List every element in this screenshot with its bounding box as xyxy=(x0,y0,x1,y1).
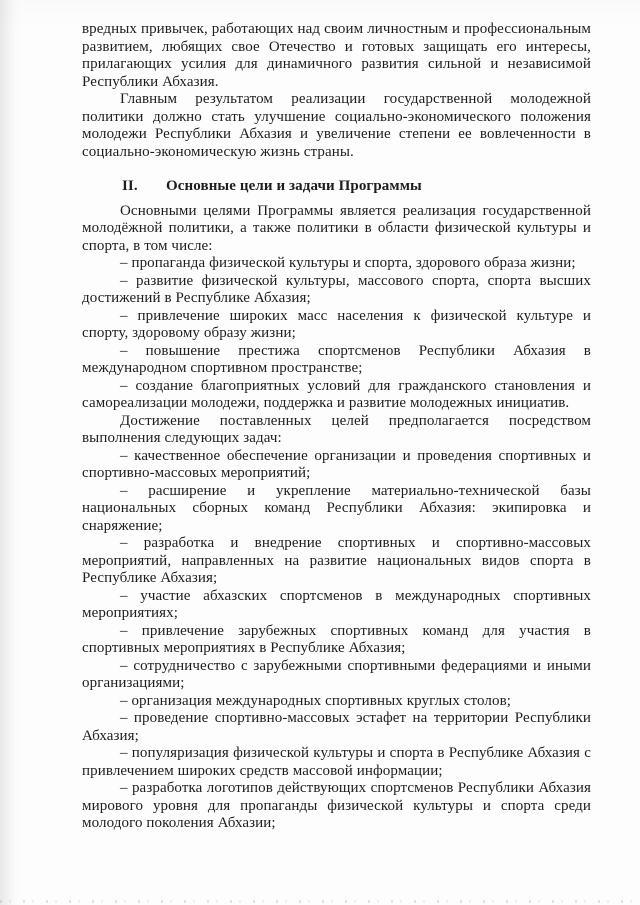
list-item: – привлечение зарубежных спортивных команд для участия в спортивных мероприятиях в Республике Абхазия; xyxy=(82,622,591,656)
list-item: – разработка и внедрение спортивных и спортивно-массовых мероприятий, направленных на развитие национальных видов спорта в Республике Абхазия; xyxy=(82,535,591,586)
scan-edge-artifact xyxy=(0,900,640,903)
paragraph: Главным результатом реализации государственной молодежной политики должно стать улучшение социально-экономического положения молодежи Республики Абхазия и увеличение степени ее вовлеченности в социально-экономическую жизнь страны. xyxy=(82,91,591,160)
list-item: – пропаганда физической культуры и спорта, здорового образа жизни; xyxy=(120,255,576,271)
list-item: – сотрудничество с зарубежными спортивными федерациями и иными организациями; xyxy=(82,657,591,691)
scan-shadow-left xyxy=(0,0,16,905)
page-body xyxy=(82,21,591,833)
list-item: – участие абхазских спортсменов в международных спортивных мероприятиях; xyxy=(82,587,591,621)
list-item: – привлечение широких масс населения к физической культуре и спорту, здоровому образу жизни; xyxy=(82,307,591,341)
list-item: – развитие физической культуры, массового спорта, спорта высших достижений в Республике Абхазия; xyxy=(82,272,591,306)
paragraph: Достижение поставленных целей предполагается посредством выполнения следующих задач: xyxy=(82,412,591,446)
list-item: – расширение и укрепление материально-технической базы национальных сборных команд Республики Абхазия: экипировка и снаряжение; xyxy=(82,482,591,534)
list-item: – создание благоприятных условий для гражданского становления и самореализации молодежи, поддержка и развитие молодежных инициатив. xyxy=(82,377,591,411)
section-heading xyxy=(82,178,591,196)
list-item: – качественное обеспечение организации и проведения спортивных и спортивно-массовых мероприятий; xyxy=(82,447,591,481)
section-number: II. xyxy=(122,178,138,194)
section-title: Основные цели и задачи Программы xyxy=(166,178,422,194)
list-item: – проведение спортивно-массовых эстафет на территории Республики Абхазия; xyxy=(82,710,591,744)
list-item: – разработка логотипов действующих спортсменов Республики Абхазия мирового уровня для пропаганды физической культуры и спорта среди молодого поколения Абхазии; xyxy=(82,780,591,831)
list-item: – повышение престижа спортсменов Республики Абхазия в международном спортивном пространстве; xyxy=(82,342,591,376)
paragraph: вредных привычек, работающих над своим личностным и профессиональным развитием, любящих свое Отечество и готовых защищать его интересы, прилагающих усилия для динамичного развития сильной и независимой Республики Абхазия. xyxy=(82,21,591,90)
list-item: – организация международных спортивных круглых столов; xyxy=(120,692,512,709)
paragraph: Основными целями Программы является реализация государственной молодёжной политики, а также политики в области физической культуры и спорта, в том числе: xyxy=(82,202,591,254)
list-item: – популяризация физической культуры и спорта в Республике Абхазия с привлечением широких средств массовой информации; xyxy=(82,745,591,779)
